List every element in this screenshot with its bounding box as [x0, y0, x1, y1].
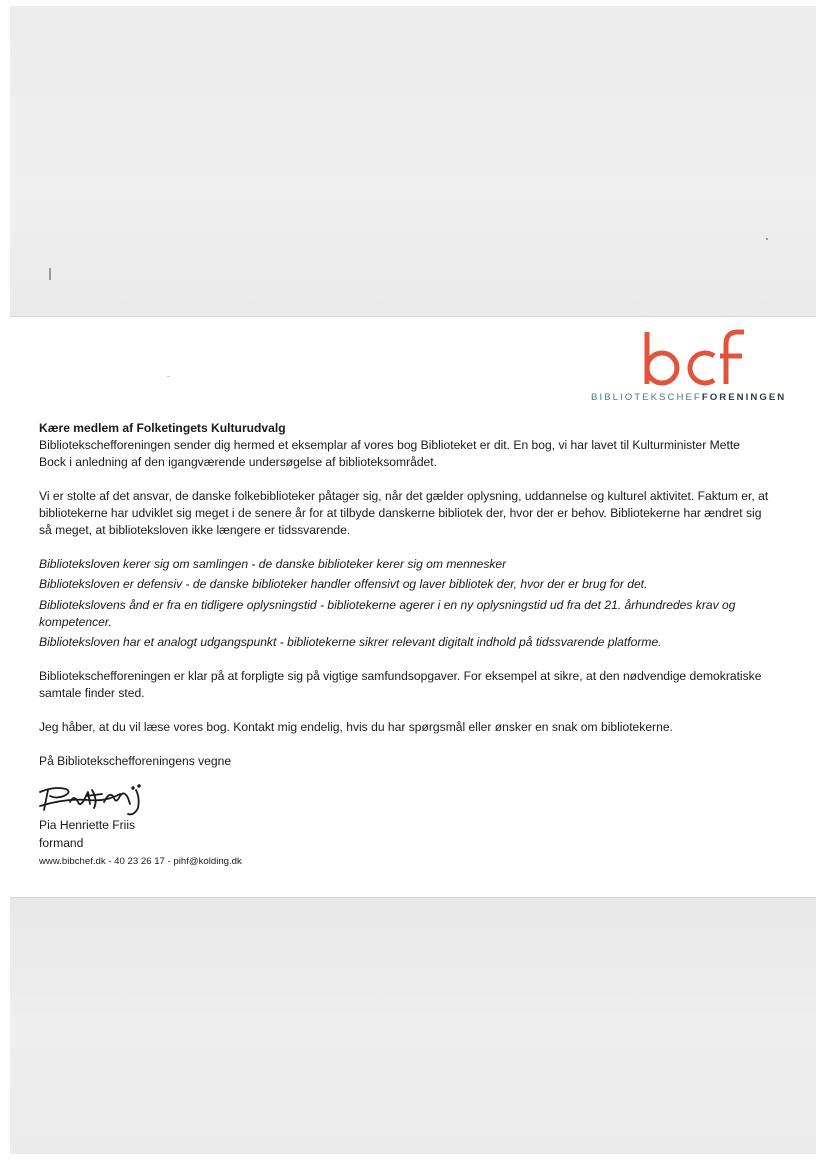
logo-tagline-bold: FORENINGEN [701, 392, 787, 403]
italic-statement: Bibliotekslovens ånd er fra en tidligere oplysningstid - bibliotekerne agerer i en ny oplysningstid ud fra det 21. århundredes krav og kompetencer. [39, 597, 736, 629]
italic-statement: Biblioteksloven er defensiv - de danske biblioteker handler offensivt og laver bibliotek der, hvor der er brug for det. [39, 577, 648, 592]
letter-italic-statements [39, 556, 769, 651]
letter-paragraph-intro: Bibliotekschefforeningen sender dig hermed et eksemplar af vores bog Biblioteket er dit. En bog, vi har lavet til Kulturminister Mette Bock i anledning af den igangværende undersøgelse af biblioteksområdet. [39, 438, 740, 469]
scan-gray-band-top [10, 6, 816, 317]
logo-tagline [591, 392, 791, 403]
scan-speck [49, 268, 51, 280]
letter-closing: På Bibliotekschefforeningens vegne [39, 754, 232, 769]
signer-name: Pia Henriette Friis [39, 818, 136, 832]
italic-statement: Biblioteksloven kerer sig om samlingen - de danske biblioteker kerer sig om mennesker [39, 557, 507, 571]
scan-speck [766, 238, 768, 240]
bcf-logo [638, 326, 748, 388]
signer-contact: www.bibchef.dk - 40 23 26 17 - pihf@kolding.dk [39, 856, 242, 867]
italic-statement: Biblioteksloven har et analogt udgangspunkt - bibliotekerne sikrer relevant digitalt indhold på tidssvarende platforme. [39, 635, 662, 650]
logo-tagline-light: BIBLIOTEKSCHEF [591, 392, 702, 403]
scan-speck [167, 376, 170, 377]
letter-paragraph-pride: Vi er stolte af det ansvar, de danske folkebiblioteker påtager sig, når det gælder oplysning, uddannelse og kulturel aktivitet. Faktum er, at bibliotekerne har udviklet sig meget i de senere år for at tilbyde danskerne bibliotek der, hvor der er behov. Bibliotekerne har ændret sig så meget, at biblioteksloven ikke længere er tidssvarende. [39, 489, 769, 537]
handwritten-signature [36, 780, 156, 820]
letter-paragraph-request: Jeg håber, at du vil læse vores bog. Kontakt mig endelig, hvis du har spørgsmål eller ønsker en snak om bibliotekerne. [39, 720, 673, 735]
letter-body [39, 420, 769, 787]
signer-role: formand [39, 836, 84, 850]
letter-paragraph-commitment: Bibliotekschefforeningen er klar på at forpligte sig på vigtige samfundsopgaver. For eksempel at sikre, at den nødvendige demokratiske samtale finder sted. [39, 669, 762, 701]
letter-greeting: Kære medlem af Folketingets Kulturudvalg [39, 421, 286, 435]
scan-gray-band-bottom [10, 897, 816, 1154]
